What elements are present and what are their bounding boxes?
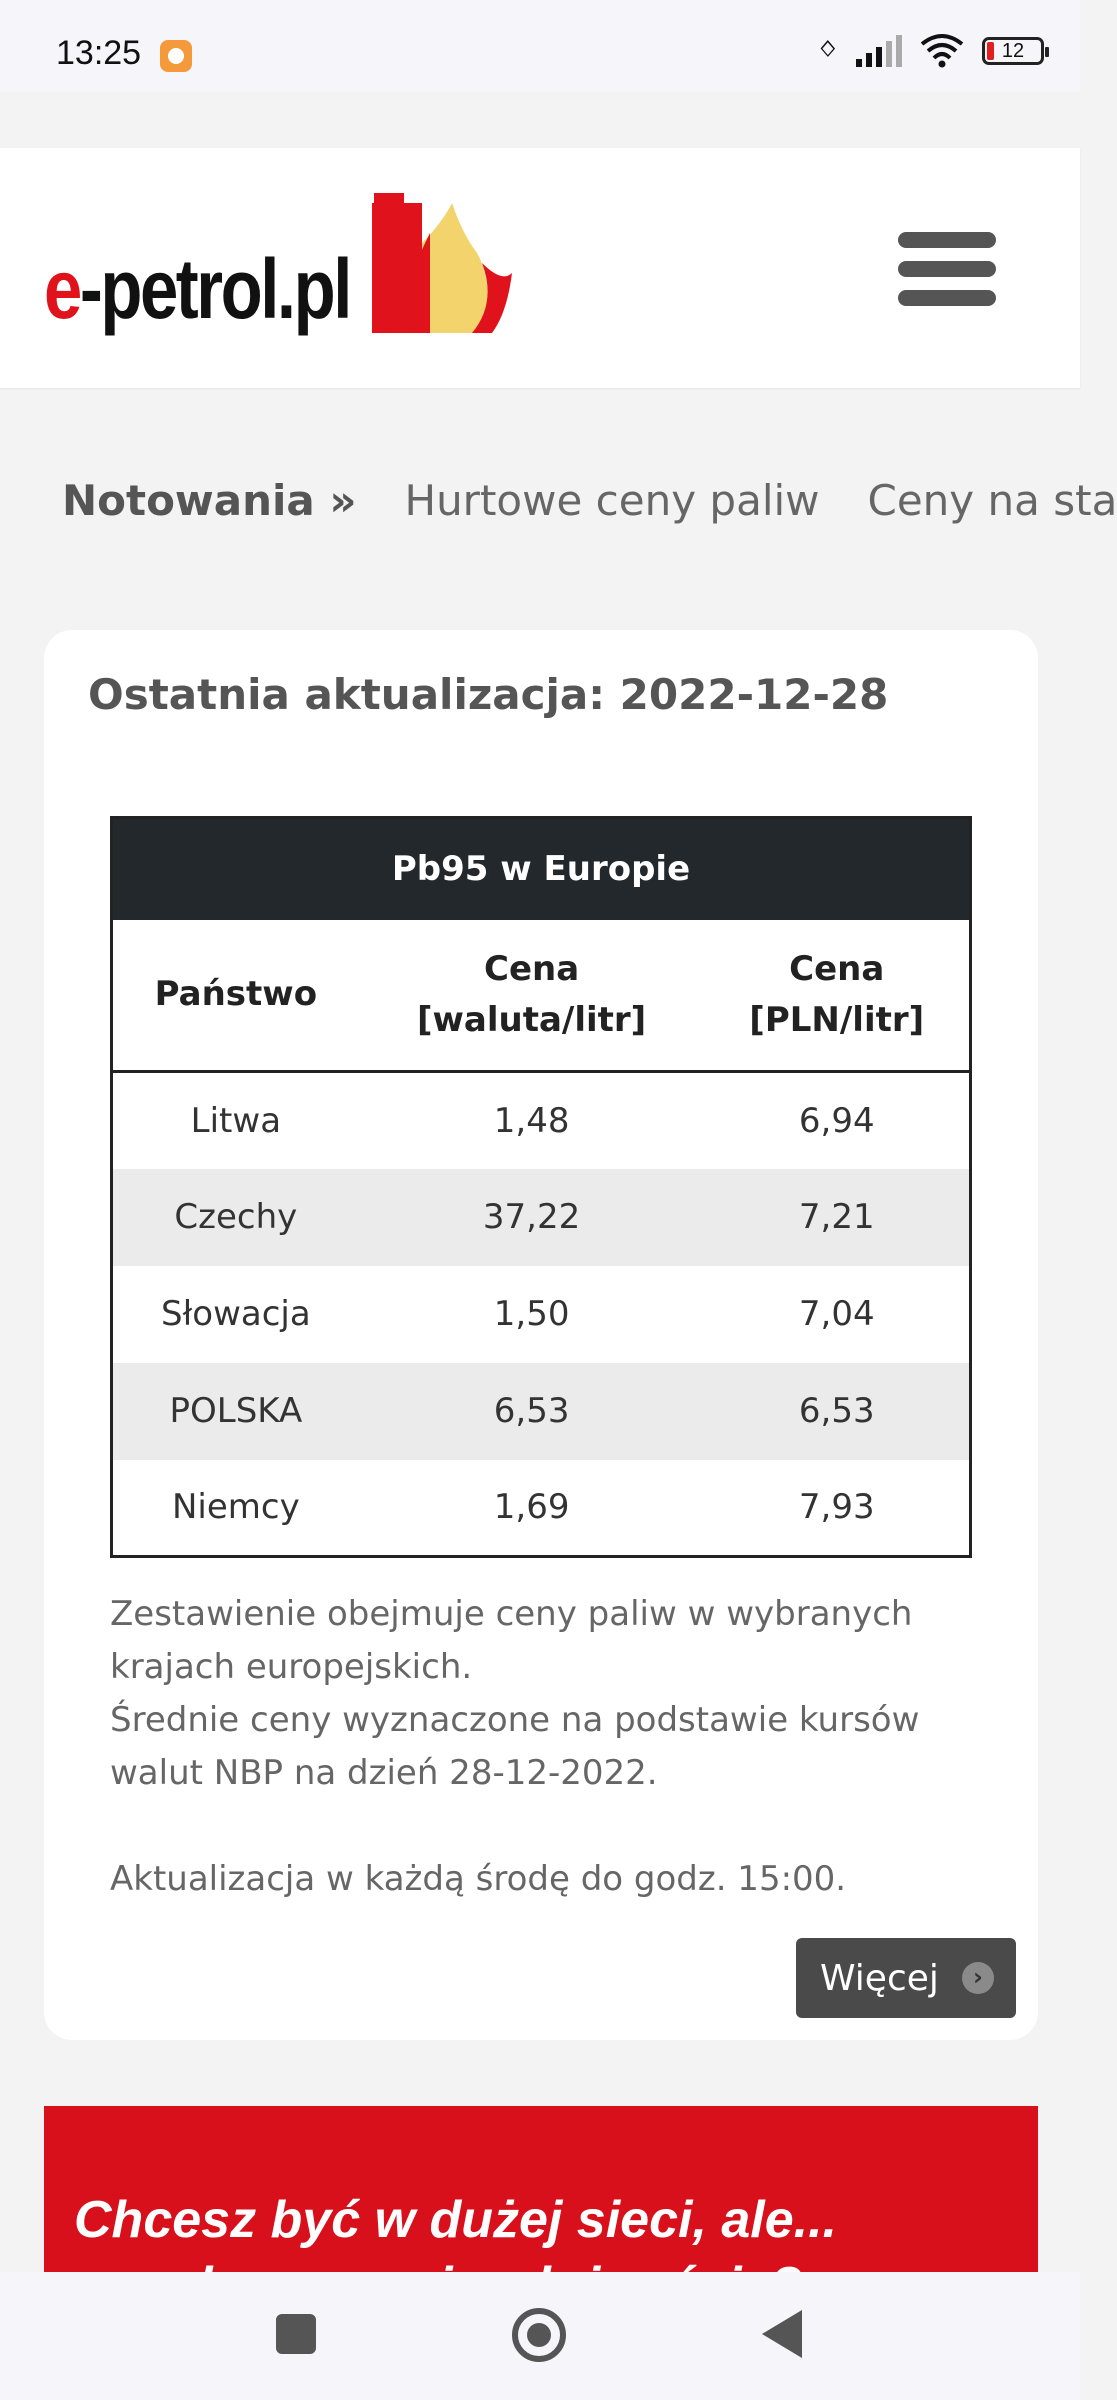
- hamburger-menu-icon[interactable]: [898, 232, 996, 312]
- cell-price-pln: 6,53: [704, 1363, 970, 1460]
- cell-price-currency: 1,69: [493, 1487, 570, 1528]
- breadcrumb-item-hurtowe-ceny[interactable]: Hurtowe ceny paliw: [404, 476, 820, 525]
- prices-table: [110, 816, 972, 1558]
- description-update-schedule: Aktualizacja w każdą środę do godz. 15:00.: [110, 1859, 847, 1899]
- status-bar: [0, 0, 1080, 92]
- cell-country: Czechy: [112, 1169, 359, 1266]
- system-nav-bar: [0, 2272, 1080, 2400]
- cell-price-pln: 6,94: [798, 1100, 875, 1141]
- alarm-icon: [160, 40, 192, 72]
- more-button[interactable]: [796, 1938, 1016, 2018]
- card-title: Ostatnia aktualizacja: 2022-12-28: [88, 670, 889, 719]
- breadcrumb-item-ceny-na-stacjach[interactable]: Ceny na sta: [867, 476, 1117, 525]
- cell-country: Niemcy: [172, 1487, 300, 1528]
- cell-price-currency: 6,53: [359, 1363, 705, 1460]
- table-row: [112, 1169, 971, 1266]
- banner-headline: Chcesz być w dużej sieci, ale...: [74, 2191, 837, 2249]
- back-icon[interactable]: [762, 2310, 802, 2358]
- cell-country: Litwa: [190, 1100, 282, 1141]
- breadcrumb: [62, 476, 1117, 525]
- battery-icon: 12: [982, 37, 1044, 65]
- wifi-icon: [920, 34, 964, 68]
- signal-icon: [856, 35, 902, 67]
- prices-card: [44, 630, 1038, 2040]
- cell-price-currency: 37,22: [359, 1169, 705, 1266]
- home-icon[interactable]: [512, 2308, 566, 2362]
- table-description: [110, 1588, 990, 1906]
- cell-price-currency: 1,48: [493, 1100, 570, 1141]
- site-header: [0, 148, 1080, 388]
- description-scope: Zestawienie obejmuje ceny paliw w wybranych krajach europejskich.: [110, 1594, 913, 1687]
- site-logo[interactable]: [40, 193, 520, 353]
- more-button-label: Więcej: [820, 1957, 939, 1999]
- column-header-price-pln-line1: Cena: [789, 948, 885, 989]
- bluetooth-icon: ᛜ: [817, 31, 838, 71]
- status-icons: [817, 31, 1044, 71]
- cell-price-currency: 1,50: [493, 1294, 570, 1334]
- cell-price-pln: 7,04: [798, 1294, 875, 1334]
- table-row: [112, 1363, 971, 1460]
- recent-apps-icon[interactable]: [276, 2314, 316, 2354]
- cell-price-pln: 7,21: [704, 1169, 970, 1266]
- cell-country: Słowacja: [161, 1294, 311, 1334]
- ad-banner[interactable]: [44, 2106, 1038, 2276]
- column-header-price-pln: [704, 920, 970, 1072]
- cell-price-pln: 7,93: [798, 1487, 875, 1528]
- table-row: [112, 1266, 971, 1363]
- column-header-price-pln-line2: [PLN/litr]: [749, 999, 925, 1040]
- cell-country: POLSKA: [112, 1363, 359, 1460]
- chevron-right-icon: ›: [962, 1962, 994, 1994]
- flame-logo-icon: [372, 193, 512, 333]
- status-time: 13:25: [56, 34, 142, 72]
- logo-text: e-petrol.pl: [44, 242, 350, 336]
- column-header-price-currency: [359, 920, 705, 1072]
- column-header-price-currency-line2: [waluta/litr]: [416, 999, 647, 1040]
- table-row: [112, 1072, 971, 1169]
- column-header-country: Państwo: [112, 920, 359, 1072]
- description-method: Średnie ceny wyznaczone na podstawie kursów walut NBP na dzień 28-12-2022.: [110, 1700, 920, 1793]
- breadcrumb-item-notowania[interactable]: Notowania »: [62, 476, 357, 525]
- table-row: [112, 1460, 971, 1557]
- column-header-price-currency-line1: Cena: [484, 948, 580, 989]
- table-caption: Pb95 w Europie: [112, 818, 971, 920]
